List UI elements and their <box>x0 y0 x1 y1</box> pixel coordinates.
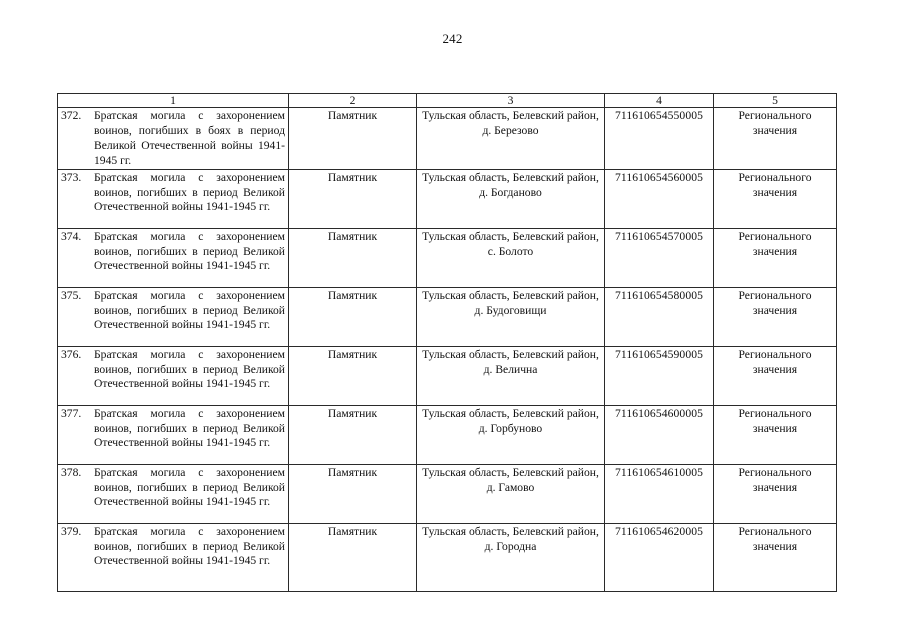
page-number: 242 <box>442 31 463 46</box>
table-row <box>58 169 837 228</box>
significance-category: Регионального значения <box>714 346 837 405</box>
heritage-registry-table <box>57 93 837 592</box>
registration-number: 711610654570005 <box>605 228 714 287</box>
object-type: Памятник <box>289 464 417 523</box>
object-address: Тульская область, Белевский район, д. Березово <box>417 108 605 170</box>
registration-number: 711610654580005 <box>605 287 714 346</box>
object-type: Памятник <box>289 169 417 228</box>
object-type: Памятник <box>289 523 417 591</box>
object-address: Тульская область, Белевский район, д. Горбуново <box>417 405 605 464</box>
object-name-cell <box>58 346 289 405</box>
registration-number: 711610654550005 <box>605 108 714 170</box>
object-address: Тульская область, Белевский район, д. Будоговищи <box>417 287 605 346</box>
row-number: 377. <box>61 406 82 420</box>
object-name: Братская могила с захоронением воинов, погибших в период Великой Отечественной войны 1941-1945 гг. <box>94 229 285 273</box>
table-row <box>58 108 837 170</box>
registration-number: 711610654620005 <box>605 523 714 591</box>
row-number: 375. <box>61 288 82 302</box>
object-name: Братская могила с захоронением воинов, погибших в боях в период Великой Отечественной войны 1941-1945 гг. <box>94 109 285 167</box>
row-number: 373. <box>61 170 82 184</box>
significance-category: Регионального значения <box>714 228 837 287</box>
significance-category: Регионального значения <box>714 287 837 346</box>
table-row <box>58 464 837 523</box>
object-type: Памятник <box>289 287 417 346</box>
object-name: Братская могила с захоронением воинов, погибших в период Великой Отечественной войны 1941-1945 гг. <box>94 406 285 450</box>
table-row <box>58 523 837 591</box>
object-name-cell <box>58 169 289 228</box>
row-number: 372. <box>61 109 82 122</box>
row-number: 374. <box>61 229 82 243</box>
registration-number: 711610654560005 <box>605 169 714 228</box>
object-address: Тульская область, Белевский район, д. Богданово <box>417 169 605 228</box>
object-name: Братская могила с захоронением воинов, погибших в период Великой Отечественной войны 1941-1945 гг. <box>94 347 285 391</box>
column-header-4: 4 <box>605 94 714 108</box>
object-name: Братская могила с захоронением воинов, погибших в период Великой Отечественной войны 1941-1945 гг. <box>94 465 285 509</box>
significance-category: Регионального значения <box>714 169 837 228</box>
object-type: Памятник <box>289 346 417 405</box>
object-name-cell <box>58 464 289 523</box>
object-name: Братская могила с захоронением воинов, погибших в период Великой Отечественной войны 1941-1945 гг. <box>94 288 285 332</box>
column-header-3: 3 <box>417 94 605 108</box>
object-address: Тульская область, Белевский район, д. Гамово <box>417 464 605 523</box>
table-row <box>58 405 837 464</box>
table-row <box>58 346 837 405</box>
object-name-cell <box>58 523 289 591</box>
object-address: Тульская область, Белевский район, с. Болото <box>417 228 605 287</box>
column-header-1: 1 <box>58 94 289 108</box>
row-number: 378. <box>61 465 82 479</box>
table-row <box>58 287 837 346</box>
column-header-5: 5 <box>714 94 837 108</box>
column-number-row <box>58 94 837 108</box>
object-address: Тульская область, Белевский район, д. Велична <box>417 346 605 405</box>
table-row <box>58 228 837 287</box>
column-header-2: 2 <box>289 94 417 108</box>
row-number: 379. <box>61 524 82 538</box>
object-name-cell <box>58 287 289 346</box>
significance-category: Регионального значения <box>714 108 837 170</box>
object-name: Братская могила с захоронением воинов, погибших в период Великой Отечественной войны 1941-1945 гг. <box>94 170 285 214</box>
significance-category: Регионального значения <box>714 405 837 464</box>
object-name-cell <box>58 228 289 287</box>
object-type: Памятник <box>289 228 417 287</box>
row-number: 376. <box>61 347 82 361</box>
object-name: Братская могила с захоронением воинов, погибших в период Великой Отечественной войны 1941-1945 гг. <box>94 524 285 568</box>
significance-category: Регионального значения <box>714 464 837 523</box>
object-name-cell <box>58 108 289 170</box>
object-name-cell <box>58 405 289 464</box>
object-address: Тульская область, Белевский район, д. Городна <box>417 523 605 591</box>
object-type: Памятник <box>289 108 417 170</box>
significance-category: Регионального значения <box>714 523 837 591</box>
registration-number: 711610654590005 <box>605 346 714 405</box>
registration-number: 711610654600005 <box>605 405 714 464</box>
registration-number: 711610654610005 <box>605 464 714 523</box>
object-type: Памятник <box>289 405 417 464</box>
